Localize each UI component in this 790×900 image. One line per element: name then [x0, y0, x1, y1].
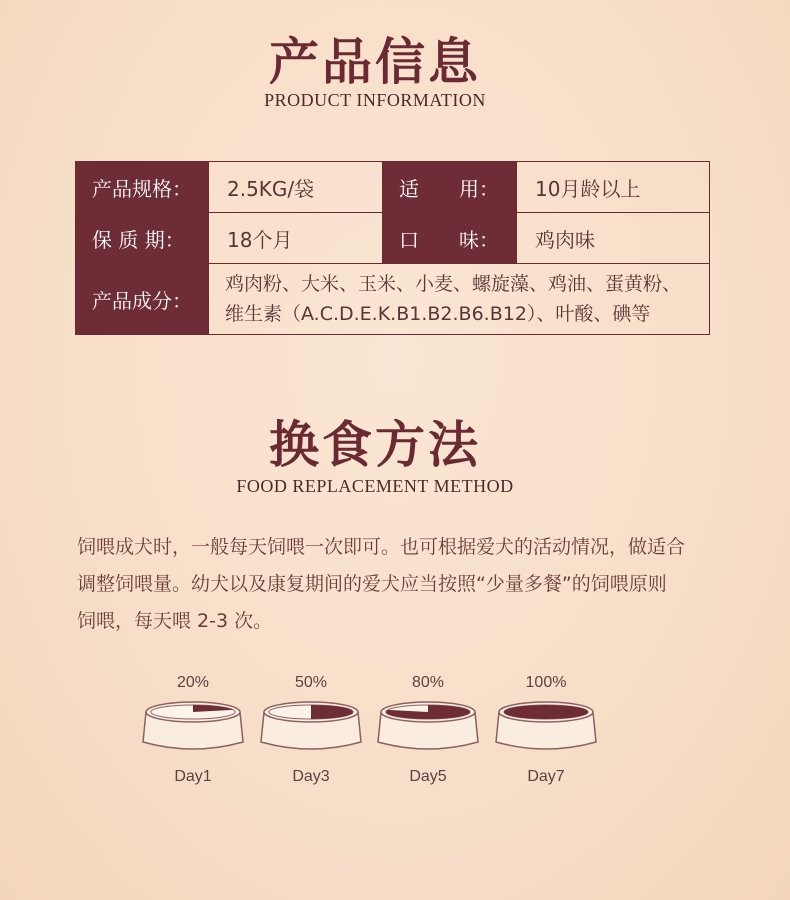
bowl-percent: 100%: [525, 674, 567, 691]
bowl-day: Day5: [409, 768, 447, 785]
spec-label: 产品规格：: [76, 162, 209, 213]
food-bowl-icon: [140, 698, 246, 756]
bowl-day: Day1: [174, 768, 212, 785]
bowl-day3: [256, 672, 366, 786]
food-bowl-icon: [493, 698, 599, 756]
bowl-day: Day3: [292, 768, 330, 785]
shelf-life-value: 18个月: [209, 213, 383, 264]
bowl-day1: [138, 672, 248, 786]
bowl-percent: 50%: [294, 674, 328, 691]
feeding-line-3: 饲喂，每天喂 2-3 次。: [77, 610, 273, 632]
ingredients-line-2: 维生素（A.C.D.E.K.B1.B2.B6.B12）、叶酸、碘等: [225, 303, 651, 325]
suitable-value: 10月龄以上: [517, 162, 710, 213]
bowl-day5: [373, 672, 483, 786]
product-info-subtitle: PRODUCT INFORMATION: [264, 90, 486, 110]
ingredients-value: [209, 264, 710, 335]
flavor-value: 鸡肉味: [517, 213, 710, 264]
food-replacement-title: 换食方法: [269, 416, 481, 474]
product-info-title: 产品信息: [269, 33, 481, 91]
spec-value: 2.5KG/袋: [209, 162, 383, 213]
bowl-day: Day7: [527, 768, 565, 785]
food-bowl-icon: [258, 698, 364, 756]
shelf-life-label: 保 质 期：: [76, 213, 209, 264]
bowl-percent: 20%: [176, 674, 210, 691]
bowl-day7: [491, 672, 601, 786]
bowl-food-fill: [504, 705, 588, 719]
ingredients-line-1: 鸡肉粉、大米、玉米、小麦、螺旋藻、鸡油、蛋黄粉、: [225, 273, 682, 295]
feeding-instructions: [77, 529, 727, 640]
bowl-percent: 80%: [411, 674, 445, 691]
flavor-label: 口 味：: [383, 213, 517, 264]
feeding-line-1: 饲喂成犬时，一般每天饲喂一次即可。也可根据爱犬的活动情况，做适合: [77, 536, 686, 558]
feeding-line-2: 调整饲喂量。幼犬以及康复期间的爱犬应当按照“少量多餐”的饲喂原则: [77, 573, 667, 595]
food-bowl-icon: [375, 698, 481, 756]
suitable-label: 适 用：: [383, 162, 517, 213]
product-info-table: [75, 161, 710, 335]
food-replacement-subtitle: FOOD REPLACEMENT METHOD: [236, 476, 514, 496]
ingredients-label: 产品成分：: [76, 264, 209, 335]
